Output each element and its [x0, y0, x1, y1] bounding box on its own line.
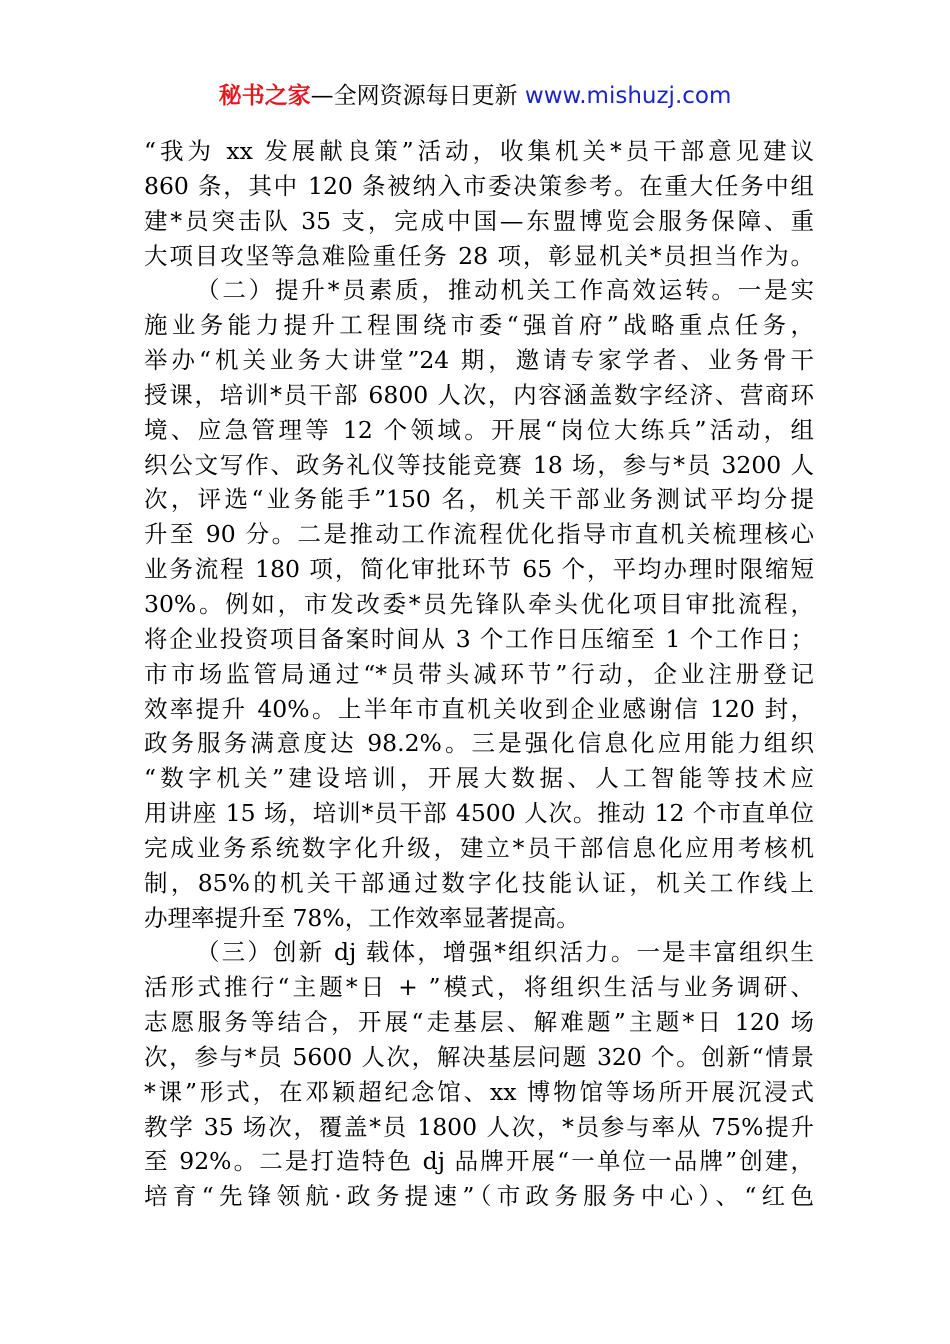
text-line: 织公文写作、政务礼仪等技能竞赛 18 场，参与*员 3200 人 [144, 450, 814, 479]
text-line: 次，评选“业务能手”150 名，机关干部业务测试平均分提 [144, 485, 814, 514]
text-line: “数字机关”建设培训，开展大数据、人工智能等技术应 [144, 764, 814, 793]
site-url[interactable]: www.mishuzj.com [524, 83, 732, 109]
text-line: 举办“机关业务大讲堂”24 期，邀请专家学者、业务骨干 [144, 346, 814, 375]
text-line: 境、应急管理等 12 个领域。开展“岗位大练兵”活动，组 [144, 415, 814, 444]
text-line: 860 条，其中 120 条被纳入市委决策参考。在重大任务中组 [144, 171, 814, 200]
text-line: 教学 35 场次，覆盖*员 1800 人次，*员参与率从 75%提升 [144, 1112, 814, 1141]
text-line: 大项目攻坚等急难险重任务 28 项，彰显机关*员担当作为。 [144, 241, 814, 270]
text-line: 建*员突击队 35 支，完成中国—东盟博览会服务保障、重 [144, 206, 814, 235]
text-line: 升至 90 分。二是推动工作流程优化指导市直机关梳理核心 [144, 520, 814, 549]
text-line: 办理率提升至 78%，工作效率显著提高。 [144, 903, 580, 932]
text-line: 施业务能力提升工程围绕市委“强首府”战略重点任务， [144, 311, 814, 340]
document-body [144, 134, 814, 1214]
text-line: 市市场监管局通过“*员带头减环节”行动，企业注册登记 [144, 659, 814, 688]
site-tagline: —全网资源每日更新 [310, 83, 525, 109]
text-line: 将企业投资项目备案时间从 3 个工作日压缩至 1 个工作日； [144, 624, 814, 653]
text-line: “我为 xx 发展献良策”活动，收集机关*员干部意见建议 [144, 137, 814, 165]
section-heading-line: （二）提升*员素质，推动机关工作高效运转。一是实 [196, 276, 814, 305]
text-line: 次，参与*员 5600 人次，解决基层问题 320 个。创新“情景 [144, 1042, 814, 1071]
text-line: 用讲座 15 场，培训*员干部 4500 人次。推动 12 个市直单位 [144, 799, 814, 828]
text-line: 制，85%的机关干部通过数字化技能认证，机关工作线上 [144, 868, 814, 897]
text-line: 完成业务系统数字化升级，建立*员干部信息化应用考核机 [144, 833, 814, 862]
text-line: *课”形式，在邓颖超纪念馆、xx 博物馆等场所开展沉浸式 [144, 1077, 814, 1106]
text-line: 志愿服务等结合，开展“走基层、解难题”主题*日 120 场 [144, 1008, 814, 1037]
site-brand: 秘书之家 [218, 83, 311, 109]
text-line: 效率提升 40%。上半年市直机关收到企业感谢信 120 封， [144, 694, 814, 723]
site-header [0, 80, 950, 112]
section-heading-line: （三）创新 dj 载体，增强*组织活力。一是丰富组织生 [196, 938, 814, 967]
text-line: 授课，培训*员干部 6800 人次，内容涵盖数字经济、营商环 [144, 380, 814, 409]
text-line: 政务服务满意度达 98.2%。三是强化信息化应用能力组织 [144, 729, 814, 758]
text-line: 活形式推行“主题*日 + ”模式，将组织生活与业务调研、 [144, 973, 814, 1002]
text-line: 培育“先锋领航·政务提速”（市政务服务中心）、“红色 [144, 1182, 814, 1211]
text-line: 业务流程 180 项，简化审批环节 65 个，平均办理时限缩短 [144, 555, 814, 584]
text-line: 至 92%。二是打造特色 dj 品牌开展“一单位一品牌”创建， [144, 1147, 814, 1176]
text-line: 30%。例如，市发改委*员先锋队牵头优化项目审批流程， [144, 589, 814, 618]
